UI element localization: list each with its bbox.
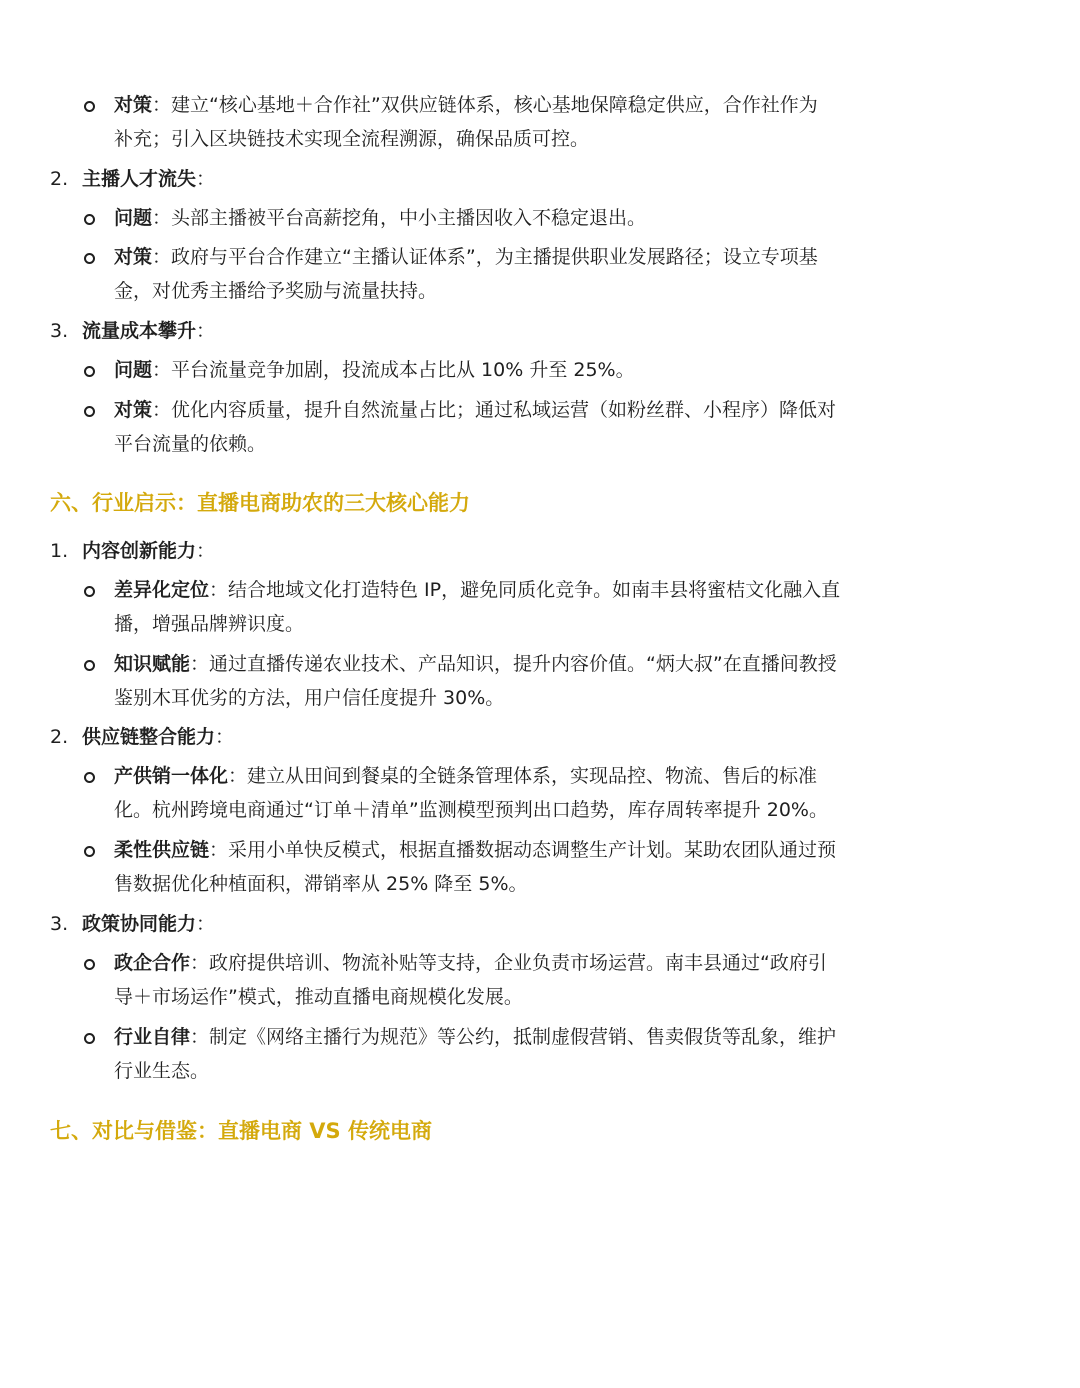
item-number: 3. — [50, 320, 69, 342]
bullet-item — [84, 573, 934, 641]
bullet-text-line — [84, 833, 934, 867]
bullet-text: 售数据优化种植面积，滞销率从 25% 降至 5%。 — [114, 873, 528, 895]
bullet-text-line — [84, 1054, 934, 1088]
numbered-item — [50, 907, 215, 941]
section-heading: 七、对比与借鉴：直播电商 VS 传统电商 — [50, 1119, 432, 1143]
bullet-text: 金，对优秀主播给予奖励与流量扶持。 — [114, 280, 438, 302]
bullet-text: ：建立从田间到餐桌的全链条管理体系，实现品控、物流、售后的标准 — [228, 765, 818, 787]
bullet-text-line — [84, 122, 934, 156]
bullet-text: ：采用小单快反模式，根据直播数据动态调整生产计划。某助农团队通过预 — [209, 839, 837, 861]
hollow-bullet-icon — [84, 406, 95, 417]
bullet-text: ：结合地域文化打造特色 IP，避免同质化竞争。如南丰县将蜜桔文化融入直 — [209, 579, 841, 601]
bullet-text: ：建立“核心基地＋合作社”双供应链体系，核心基地保障稳定供应，合作社作为 — [152, 94, 818, 116]
section-heading: 六、行业启示：直播电商助农的三大核心能力 — [50, 491, 470, 515]
hollow-bullet-icon — [84, 586, 95, 597]
bullet-item — [84, 647, 934, 715]
numbered-item — [50, 720, 234, 754]
bullet-text-line — [84, 240, 934, 274]
item-label: 政策协同能力 — [82, 913, 197, 935]
bullet-text-line — [84, 946, 934, 980]
bullet-text-line — [84, 647, 934, 681]
bullet-text: ：头部主播被平台高薪挖角，中小主播因收入不稳定退出。 — [152, 207, 647, 229]
hollow-bullet-icon — [84, 366, 95, 377]
bullet-text: ：政府与平台合作建立“主播认证体系”，为主播提供职业发展路径；设立专项基 — [152, 246, 818, 268]
hollow-bullet-icon — [84, 214, 95, 225]
bullet-item — [84, 353, 934, 387]
bullet-term: 政企合作 — [114, 952, 191, 974]
hollow-bullet-icon — [84, 101, 95, 112]
bullet-term: 知识赋能 — [114, 653, 191, 675]
bullet-term: 问题 — [114, 207, 153, 229]
hollow-bullet-icon — [84, 1033, 95, 1044]
bullet-text: ：平台流量竞争加剧，投流成本占比从 10% 升至 25%。 — [152, 359, 635, 381]
hollow-bullet-icon — [84, 253, 95, 264]
bullet-text-line — [84, 573, 934, 607]
item-colon: ： — [196, 540, 216, 562]
bullet-text: ：政府提供培训、物流补贴等支持，企业负责市场运营。南丰县通过“政府引 — [190, 952, 827, 974]
bullet-item — [84, 946, 934, 1014]
bullet-text: ：通过直播传递农业技术、产品知识，提升内容价值。“炳大叔”在直播间教授 — [190, 653, 837, 675]
bullet-text-line — [84, 681, 934, 715]
bullet-term: 对策 — [114, 246, 153, 268]
hollow-bullet-icon — [84, 959, 95, 970]
bullet-item — [84, 393, 934, 461]
bullet-text: 补充；引入区块链技术实现全流程溯源，确保品质可控。 — [114, 128, 590, 150]
item-number: 2. — [50, 726, 69, 748]
bullet-item — [84, 201, 934, 235]
bullet-term: 柔性供应链 — [114, 839, 210, 861]
bullet-text: 鉴别木耳优劣的方法，用户信任度提升 30%。 — [114, 687, 505, 709]
bullet-text-line — [84, 607, 934, 641]
item-label: 主播人才流失 — [82, 168, 197, 190]
bullet-item — [84, 88, 934, 156]
bullet-text-line — [84, 793, 934, 827]
bullet-text-line — [84, 980, 934, 1014]
item-colon: ： — [196, 913, 216, 935]
bullet-item — [84, 240, 934, 308]
bullet-item — [84, 833, 934, 901]
bullet-term: 差异化定位 — [114, 579, 210, 601]
bullet-text-line — [84, 393, 934, 427]
item-label: 内容创新能力 — [82, 540, 197, 562]
bullet-text-line — [84, 353, 934, 387]
item-number: 1. — [50, 540, 69, 562]
item-label: 供应链整合能力 — [82, 726, 216, 748]
item-colon: ： — [196, 168, 216, 190]
item-colon: ： — [196, 320, 216, 342]
bullet-term: 产供销一体化 — [114, 765, 229, 787]
bullet-text: 行业生态。 — [114, 1060, 210, 1082]
bullet-term: 行业自律 — [114, 1026, 191, 1048]
bullet-term: 对策 — [114, 399, 153, 421]
bullet-text-line — [84, 88, 934, 122]
numbered-item — [50, 314, 215, 348]
item-number: 3. — [50, 913, 69, 935]
numbered-item — [50, 162, 215, 196]
hollow-bullet-icon — [84, 772, 95, 783]
bullet-text: 化。杭州跨境电商通过“订单＋清单”监测模型预判出口趋势，库存周转率提升 20%。 — [114, 799, 828, 821]
numbered-item — [50, 534, 215, 568]
bullet-text-line — [84, 759, 934, 793]
bullet-text-line — [84, 427, 934, 461]
bullet-term: 对策 — [114, 94, 153, 116]
bullet-text: 播，增强品牌辨识度。 — [114, 613, 305, 635]
bullet-text: 平台流量的依赖。 — [114, 433, 267, 455]
bullet-text-line — [84, 867, 934, 901]
bullet-text: ：优化内容质量，提升自然流量占比；通过私域运营（如粉丝群、小程序）降低对 — [152, 399, 837, 421]
bullet-item — [84, 1020, 934, 1088]
hollow-bullet-icon — [84, 660, 95, 671]
bullet-text-line — [84, 201, 934, 235]
item-number: 2. — [50, 168, 69, 190]
bullet-text: ：制定《网络主播行为规范》等公约，抵制虚假营销、售卖假货等乱象，维护 — [190, 1026, 837, 1048]
bullet-item — [84, 759, 934, 827]
item-colon: ： — [215, 726, 235, 748]
bullet-text-line — [84, 274, 934, 308]
bullet-text: 导＋市场运作”模式，推动直播电商规模化发展。 — [114, 986, 523, 1008]
bullet-term: 问题 — [114, 359, 153, 381]
item-label: 流量成本攀升 — [82, 320, 197, 342]
bullet-text-line — [84, 1020, 934, 1054]
hollow-bullet-icon — [84, 846, 95, 857]
